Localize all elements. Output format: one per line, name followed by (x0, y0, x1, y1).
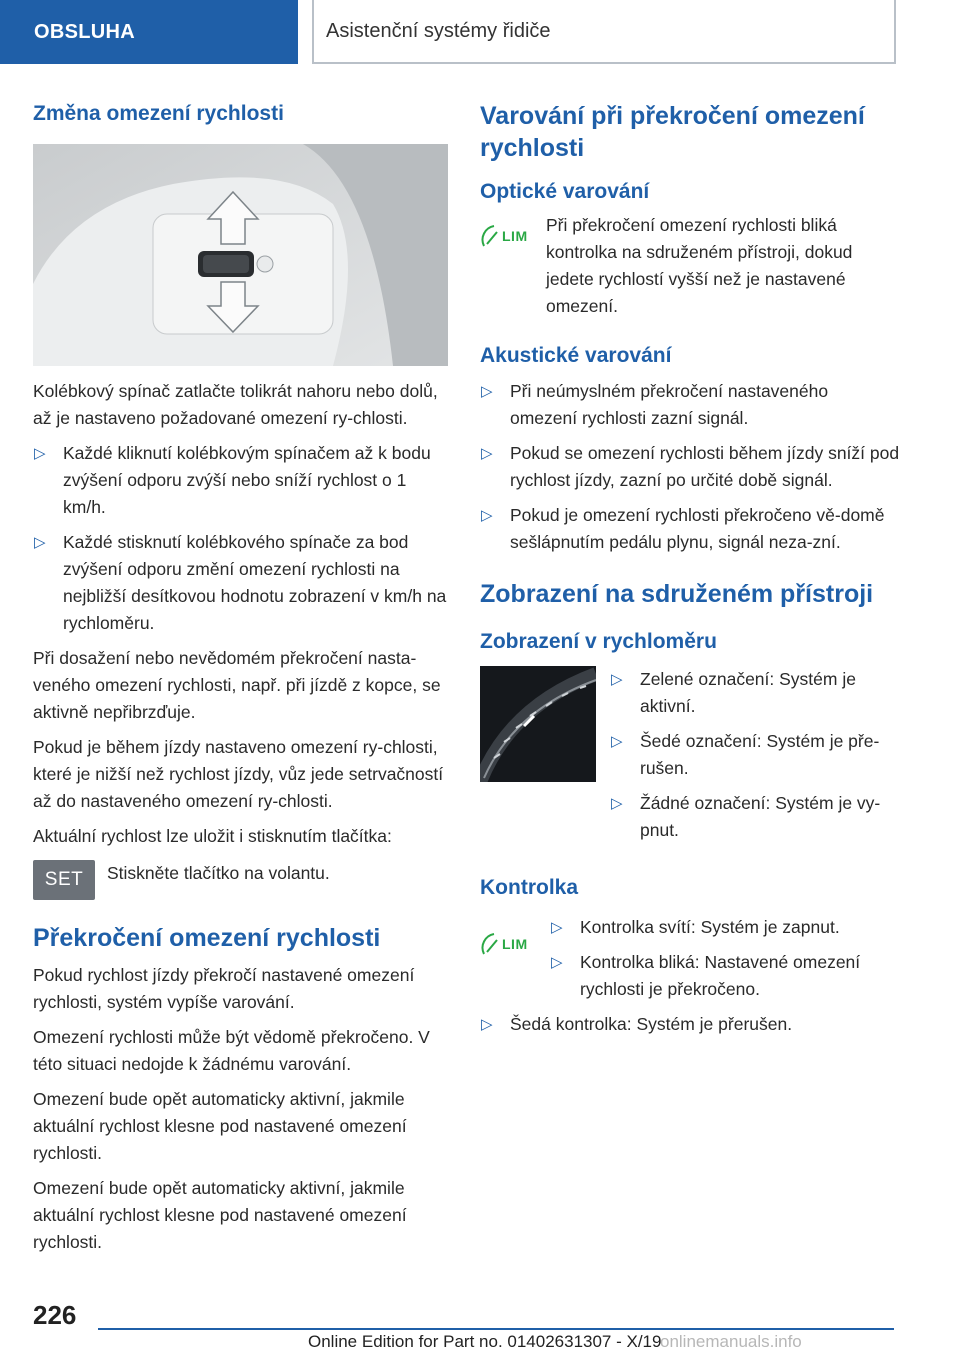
chapter-label: Asistenční systémy řidiče (326, 19, 551, 42)
triangle-bullet-icon: ▷ (481, 383, 493, 400)
triangle-bullet-icon: ▷ (481, 445, 493, 462)
lim-indicator-label: LIM (502, 936, 528, 952)
set-button-row (33, 860, 448, 900)
acoustic-list (480, 378, 900, 556)
paragraph: Kolébkový spínač zatlačte tolikrát nahoru nebo dolů, až je nastaveno požadované omezení ry-chlosti. (33, 381, 438, 428)
triangle-bullet-icon: ▷ (551, 919, 563, 936)
heading-cluster-display: Zobrazení na sdruženém přístroji (480, 580, 874, 608)
lim-indicator-label: LIM (502, 228, 528, 244)
section-tab (0, 0, 298, 64)
triangle-bullet-icon: ▷ (611, 795, 623, 812)
optic-warning-text: Při překročení omezení rychlosti bliká kontrolka na sdruženém přístroji, dokud jedete rychlostí vyšší než je nastavené omezení. (546, 215, 853, 316)
footer-divider (98, 1328, 894, 1330)
list-item-text: Při neúmyslném překročení nastaveného omezení rychlosti zazní signál. (510, 381, 829, 428)
section-label: OBSLUHA (34, 20, 135, 43)
list-item-text: Zelené označení: Systém je aktivní. (640, 669, 856, 716)
set-button-text: Stiskněte tlačítko na volantu. (107, 863, 330, 883)
triangle-bullet-icon: ▷ (34, 534, 46, 551)
triangle-bullet-icon: ▷ (34, 445, 46, 462)
left-column (33, 100, 448, 1256)
list-item (550, 914, 900, 941)
triangle-bullet-icon: ▷ (481, 507, 493, 524)
list-item-text: Každé kliknutí kolébkovým spínačem až k bodu zvýšení odporu zvýší nebo sníží rychlost o 1 km/h. (63, 443, 431, 517)
list-item-text: Každé stisknutí kolébkového spínače za bod zvýšení odporu změní omezení rychlosti na nejbližší desítkovou hodnotu zobrazení v km/h na rychloměru. (63, 532, 447, 633)
steering-wheel-rocker-image (33, 144, 448, 366)
page-number: 226 (33, 1300, 77, 1330)
heading-change-limit: Změna omezení rychlosti (33, 102, 284, 125)
list-item (480, 440, 900, 494)
heading-warning: Varování při překročení omezení rychlosti (480, 102, 865, 162)
list-item (480, 378, 900, 432)
triangle-bullet-icon: ▷ (551, 954, 563, 971)
list-item-text: Kontrolka bliká: Nastavené omezení rychlosti je překročeno. (580, 952, 861, 999)
paragraph: Omezení bude opět automaticky aktivní, jakmile aktuální rychlost klesne pod nastavené omezení rychlosti. (33, 1178, 407, 1252)
triangle-bullet-icon: ▷ (481, 1016, 493, 1033)
indicator-row (480, 906, 900, 1003)
heading-speedometer-display: Zobrazení v rychloměru (480, 630, 717, 653)
lim-indicator-icon (480, 920, 540, 960)
paragraph: Omezení bude opět automaticky aktivní, jakmile aktuální rychlost klesne pod nastavené omezení rychlosti. (33, 1089, 407, 1163)
speedometer-image (480, 666, 596, 782)
indicator-list (550, 906, 900, 1003)
list-item-text: Žádné označení: Systém je vy-pnut. (640, 793, 881, 840)
list-item (480, 502, 900, 556)
list-item-text: Šedé označení: Systém je pře-rušen. (640, 731, 880, 778)
list-item-text: Pokud se omezení rychlosti během jízdy sníží pod rychlost jízdy, zazní po určité době signál. (510, 443, 900, 490)
speedometer-arc-illustration (480, 666, 596, 782)
heading-acoustic-warning: Akustické varování (480, 344, 672, 367)
heading-exceeding-limit: Překročení omezení rychlosti (33, 924, 381, 952)
list-item (610, 790, 900, 844)
list-item (33, 440, 448, 521)
paragraph: Pokud je během jízdy nastaveno omezení ry-chlosti, které je nižší než rychlost jízdy, vůz jede setrvačností až do nastaveného omezení ry-chlosti. (33, 737, 444, 811)
set-button-icon: SET (33, 860, 95, 900)
list-item-text: Kontrolka svítí: Systém je zapnut. (580, 917, 840, 937)
heading-indicator: Kontrolka (480, 876, 579, 899)
triangle-bullet-icon: ▷ (611, 733, 623, 750)
chapter-tab (312, 0, 896, 64)
list-item (33, 529, 448, 637)
paragraph: Omezení rychlosti může být vědomě překročeno. V této situaci nedojde k žádnému varování. (33, 1027, 430, 1074)
bullet-list (33, 440, 448, 637)
paragraph: Pokud rychlost jízdy překročí nastavené omezení rychlosti, systém vypíše varování. (33, 965, 415, 1012)
optic-warning-row (480, 212, 900, 320)
triangle-bullet-icon: ▷ (611, 671, 623, 688)
rocker-switch-illustration (33, 144, 448, 366)
heading-optic-warning: Optické varování (480, 180, 650, 203)
list-item-text: Pokud je omezení rychlosti překročeno vě-domě sešlápnutím pedálu plynu, signál neza-zní. (510, 505, 885, 552)
list-item (610, 728, 900, 782)
speedometer-row (480, 666, 900, 844)
edition-text: Online Edition for Part no. 01402631307 - X/19 (308, 1332, 662, 1351)
speedometer-list (610, 658, 900, 844)
paragraph: Při dosažení nebo nevědomém překročení nasta-veného omezení rychlosti, např. při jízdě z kopce, se aktivně nepřibrzďuje. (33, 648, 441, 722)
watermark-text: onlinemanuals.info (660, 1332, 802, 1351)
list-item (610, 666, 900, 720)
lim-indicator-icon (480, 212, 540, 252)
indicator-extra-list (480, 1011, 900, 1038)
right-column (480, 100, 900, 1038)
list-item-text: Šedá kontrolka: Systém je přerušen. (510, 1014, 793, 1034)
list-item (550, 949, 900, 1003)
paragraph: Aktuální rychlost lze uložit i stisknutím tlačítka: (33, 826, 392, 846)
list-item (480, 1011, 900, 1038)
